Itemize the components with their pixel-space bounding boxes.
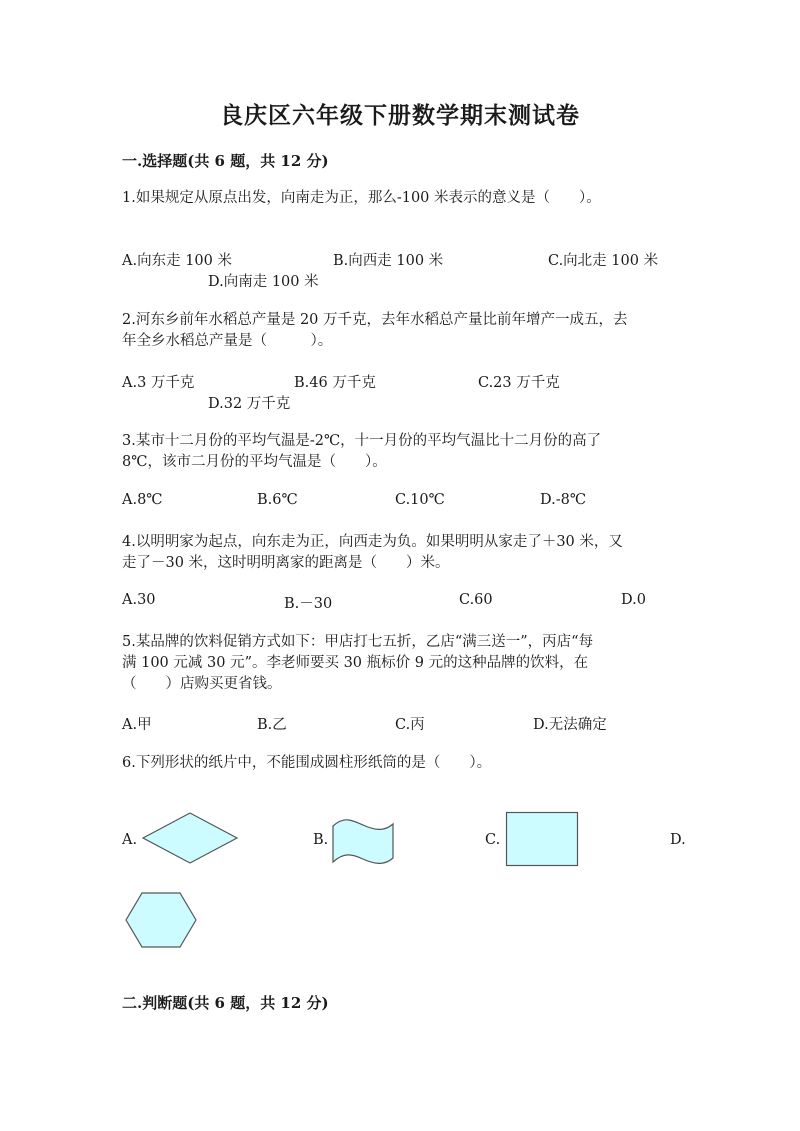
section-heading-choice: 一.选择题(共 6 题，共 12 分) — [122, 152, 329, 170]
wavy-shape — [330, 818, 396, 864]
page-title: 良庆区六年级下册数学期末测试卷 — [220, 102, 580, 129]
question-4-stem-line2: 走了－30 米，这时明明离家的距离是（ ）米。 — [122, 555, 450, 571]
q1-option-c: C.向北走 100 米 — [548, 253, 659, 269]
question-4-stem-line1: 4.以明明家为起点，向东走为正，向西走为负。如果明明从家走了＋30 米，又 — [122, 534, 623, 550]
q5-option-d: D.无法确定 — [533, 717, 607, 733]
question-5-stem-line2: 满 100 元减 30 元”。李老师要买 30 瓶标价 9 元的这种品牌的饮料，在 — [122, 655, 589, 671]
q4-option-b: B.－30 — [284, 596, 333, 612]
q2-option-b: B.46 万千克 — [294, 375, 376, 391]
q6-option-c-label: C. — [485, 832, 501, 848]
q6-option-b-label: B. — [313, 832, 329, 848]
q1-option-a: A.向东走 100 米 — [122, 253, 232, 269]
q3-option-b: B.6℃ — [257, 492, 298, 508]
question-5-stem-line3: （ ）店购买更省钱。 — [122, 676, 282, 692]
question-6-stem: 6.下列形状的纸片中，不能围成圆柱形纸筒的是（ ）。 — [122, 755, 492, 771]
q6-option-d-label: D. — [670, 832, 686, 848]
q3-option-d: D.-8℃ — [540, 492, 587, 508]
question-5-stem-line1: 5.某品牌的饮料促销方式如下：甲店打七五折，乙店“满三送一”，丙店“每 — [122, 634, 594, 650]
q3-option-a: A.8℃ — [122, 492, 163, 508]
question-1-stem: 1.如果规定从原点出发，向南走为正，那么-100 米表示的意义是（ ）。 — [122, 190, 601, 206]
question-2-stem-line2: 年全乡水稻总产量是（ ）。 — [122, 333, 333, 349]
q2-option-d: D.32 万千克 — [208, 396, 291, 412]
q4-option-c: C.60 — [459, 592, 493, 608]
q4-option-a: A.30 — [122, 592, 156, 608]
q2-option-c: C.23 万千克 — [478, 375, 560, 391]
section-heading-judgement: 二.判断题(共 6 题，共 12 分) — [122, 994, 329, 1012]
q1-option-d: D.向南走 100 米 — [208, 274, 319, 290]
question-3-stem-line2: 8℃，该市二月份的平均气温是（ ）。 — [122, 454, 387, 470]
q5-option-b: B.乙 — [257, 717, 287, 733]
q6-option-a-label: A. — [122, 832, 138, 848]
q4-option-d: D.0 — [621, 592, 646, 608]
q5-option-c: C.丙 — [395, 717, 425, 733]
q5-option-a: A.甲 — [122, 717, 152, 733]
q1-option-b: B.向西走 100 米 — [333, 253, 444, 269]
q2-option-a: A.3 万千克 — [122, 375, 195, 391]
q3-option-c: C.10℃ — [395, 492, 445, 508]
rectangle-shape — [505, 811, 579, 867]
question-3-stem-line1: 3.某市十二月份的平均气温是-2℃，十一月份的平均气温比十二月份的高了 — [122, 433, 602, 449]
question-2-stem-line1: 2.河东乡前年水稻总产量是 20 万千克，去年水稻总产量比前年增产一成五，去 — [122, 312, 628, 328]
rhombus-shape — [140, 811, 240, 865]
hexagon-shape — [122, 890, 200, 950]
